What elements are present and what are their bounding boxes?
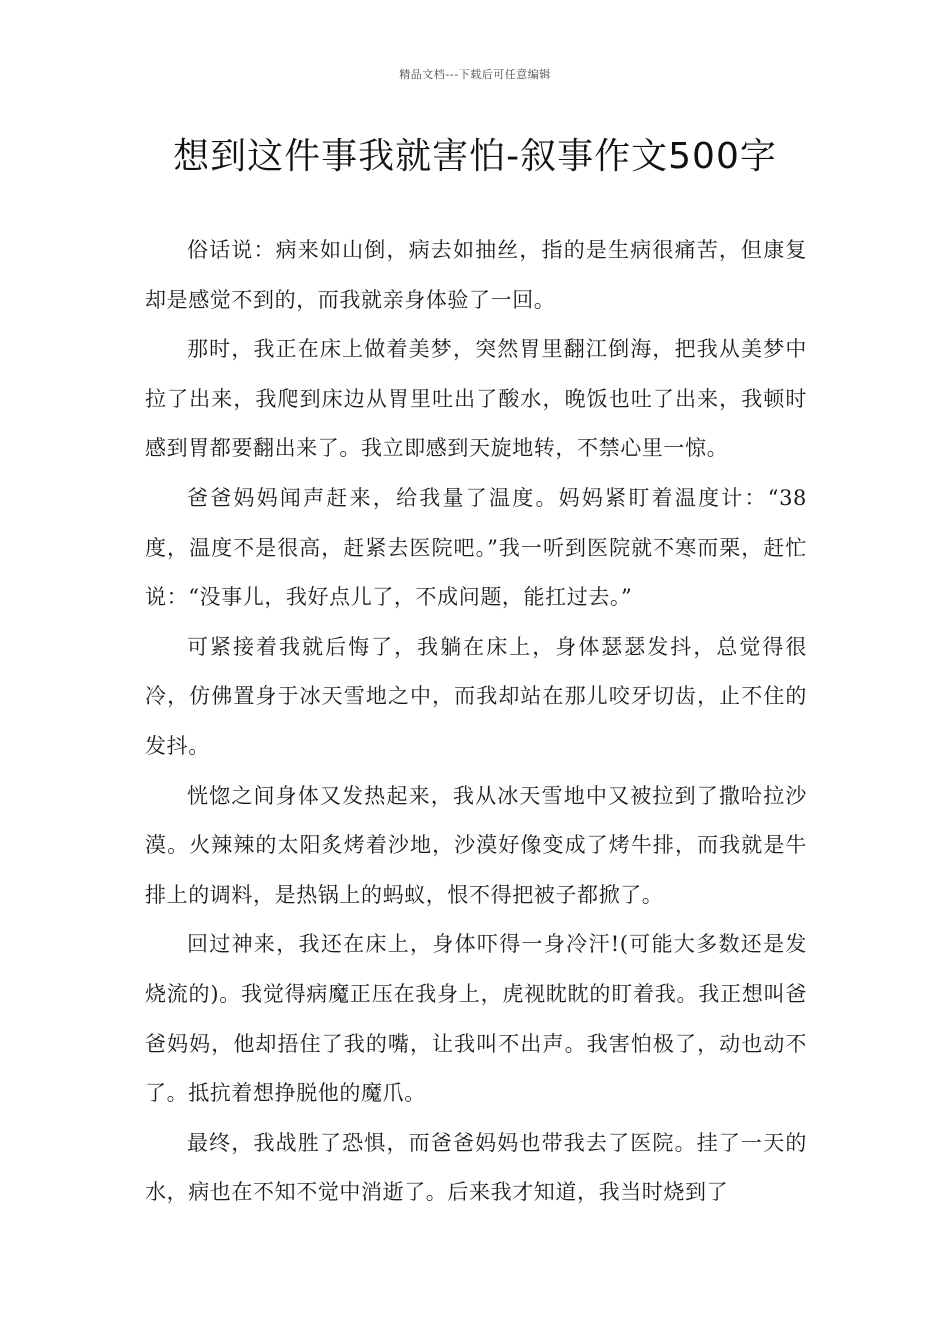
document-title: 想到这件事我就害怕-叙事作文500字 bbox=[173, 136, 777, 177]
paragraph: 那时，我正在床上做着美梦，突然胃里翻江倒海，把我从美梦中拉了出来，我爬到床边从胃里吐出了酸水，晚饭也吐了出来，我顿时感到胃都要翻出来了。我立即感到天旋地转，不禁心里一惊。 bbox=[145, 337, 807, 461]
paragraph: 可紧接着我就后悔了，我躺在床上，身体瑟瑟发抖，总觉得很冷，仿佛置身于冰天雪地之中，而我却站在那儿咬牙切齿，止不住的发抖。 bbox=[145, 634, 807, 758]
paragraph: 回过神来，我还在床上，身体吓得一身冷汗!(可能大多数还是发烧流的)。我觉得病魔正压在我身上，虎视眈眈的盯着我。我正想叫爸爸妈妈，他却捂住了我的嘴，让我叫不出声。我害怕极了，动也动不了。抵抗着想挣脱他的魔爪。 bbox=[145, 932, 807, 1106]
paragraph: 俗话说：病来如山倒，病去如抽丝，指的是生病很痛苦，但康复却是感觉不到的，而我就亲身体验了一回。 bbox=[145, 238, 807, 312]
paragraph: 恍惚之间身体又发热起来，我从冰天雪地中又被拉到了撒哈拉沙漠。火辣辣的太阳炙烤着沙地，沙漠好像变成了烤牛排，而我就是牛排上的调料，是热锅上的蚂蚁，恨不得把被子都掀了。 bbox=[145, 783, 807, 907]
paragraph: 最终，我战胜了恐惧，而爸爸妈妈也带我去了医院。挂了一天的水，病也在不知不觉中消逝了。后来我才知道，我当时烧到了 bbox=[145, 1130, 807, 1205]
paragraph: 爸爸妈妈闻声赶来，给我量了温度。妈妈紧盯着温度计：“38度，温度不是很高，赶紧去医院吧。”我一听到医院就不寒而栗，赶忙说：“没事儿，我好点儿了，不成问题，能扛过去。” bbox=[145, 485, 807, 610]
document-body bbox=[145, 226, 807, 1218]
header-note: 精品文档---下载后可任意编辑 bbox=[399, 68, 551, 81]
